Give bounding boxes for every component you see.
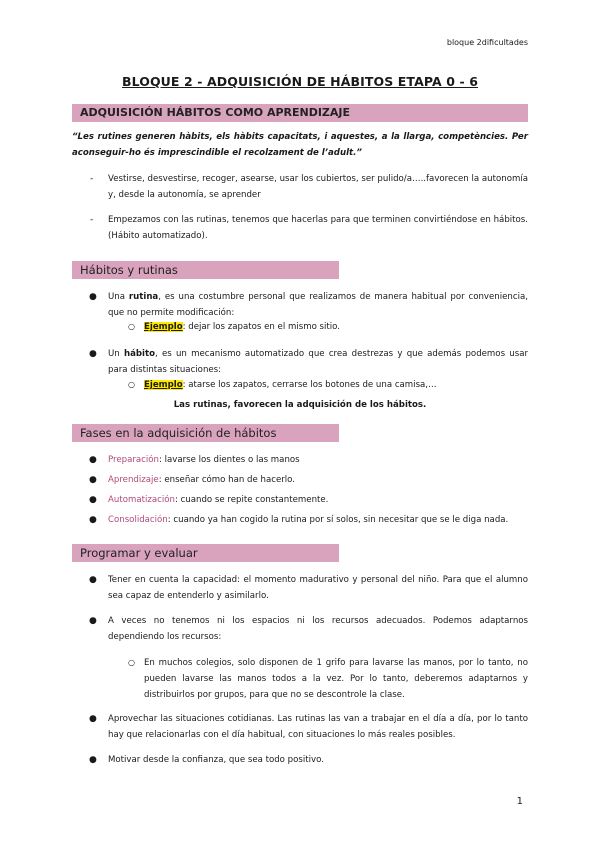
bullet-icon: ● xyxy=(89,616,97,626)
circle-bullet-icon: ○ xyxy=(128,658,135,667)
example-item: Ejemplo: dejar los zapatos en el mismo sitio. xyxy=(144,322,341,332)
circle-bullet-icon: ○ xyxy=(128,322,135,331)
list-item: Motivar desde la confianza, que sea todo positivo. xyxy=(108,755,324,765)
phase-item: Consolidación: cuando ya han cogido la rutina por sí solos, sin necesitar que se le diga nada. xyxy=(108,515,509,525)
list-item: Vestirse, desvestirse, recoger, asearse, usar los cubiertos, ser pulido/a…..favorecen la autonomía y, desde la autonomía, se aprender xyxy=(108,174,528,200)
list-item: Una rutina, es una costumbre personal que realizamos de manera habitual por conveniencia, que no permite modificación: xyxy=(108,292,528,318)
bullet-icon: ● xyxy=(89,292,97,302)
bullet-icon: ● xyxy=(89,455,97,465)
list-item: Aprovechar las situaciones cotidianas. Las rutinas las van a trabajar en el día a día, por lo tanto hay que relacionarlas con el día habitual, con situaciones lo más reales posibles. xyxy=(108,714,528,740)
dash-marker: - xyxy=(90,215,94,225)
quote: “Les rutines generen hàbits, els hàbits capacitats, i aquestes, a la llarga, competències. Per aconseguir-ho és imprescindible el recolzament de l’adult.” xyxy=(72,132,528,158)
bullet-icon: ● xyxy=(89,755,97,765)
bullet-icon: ● xyxy=(89,349,97,359)
list-item: Un hábito, es un mecanismo automatizado que crea destrezas y que además podemos usar para distintas situaciones: xyxy=(108,349,528,375)
bullet-icon: ● xyxy=(89,475,97,485)
phase-item: Automatización: cuando se repite constantemente. xyxy=(108,495,329,505)
sub-list-item: En muchos colegios, solo disponen de 1 grifo para lavarse las manos, por lo tanto, no pueden lavarse las manos todos a la vez. Por lo tanto, deberemos adaptarnos y distribuirlos por grupos, para que no se descontrole la clase. xyxy=(144,658,528,700)
list-item: Empezamos con las rutinas, tenemos que hacerlas para que terminen convirtiéndose en hábitos. (Hábito automatizado). xyxy=(108,215,528,241)
list-item: A veces no tenemos ni los espacios ni los recursos adecuados. Podemos adaptarnos dependiendo los recursos: xyxy=(108,616,528,642)
example-label: Ejemplo xyxy=(144,322,183,332)
bullet-icon: ● xyxy=(89,575,97,585)
list-item: Tener en cuenta la capacidad: el momento madurativo y personal del niño. Para que el alumno sea capaz de entenderlo y asimilarlo. xyxy=(108,575,528,601)
section-heading-fases: Fases en la adquisición de hábitos xyxy=(72,424,339,442)
conclusion: Las rutinas, favorecen la adquisición de los hábitos. xyxy=(173,400,427,410)
example-label: Ejemplo xyxy=(144,380,183,390)
circle-bullet-icon: ○ xyxy=(128,380,135,389)
section-heading-habitos: Hábitos y rutinas xyxy=(72,261,339,279)
page-title: BLOQUE 2 - ADQUISICIÓN DE HÁBITOS ETAPA 0 - 6 xyxy=(121,74,478,89)
phase-item: Aprendizaje: enseñar cómo han de hacerlo. xyxy=(108,475,296,485)
section-heading-aprendizaje: ADQUISICIÓN HÁBITOS COMO APRENDIZAJE xyxy=(72,104,528,122)
phase-item: Preparación: lavarse los dientes o las manos xyxy=(108,455,300,465)
page-number: 1 xyxy=(516,796,523,807)
bullet-icon: ● xyxy=(89,714,97,724)
bullet-icon: ● xyxy=(89,515,97,525)
bullet-icon: ● xyxy=(89,495,97,505)
dash-marker: - xyxy=(90,174,94,184)
running-header: bloque 2dificultades xyxy=(446,38,528,47)
example-item: Ejemplo: atarse los zapatos, cerrarse los botones de una camisa,… xyxy=(144,380,437,390)
section-heading-programar: Programar y evaluar xyxy=(72,544,339,562)
